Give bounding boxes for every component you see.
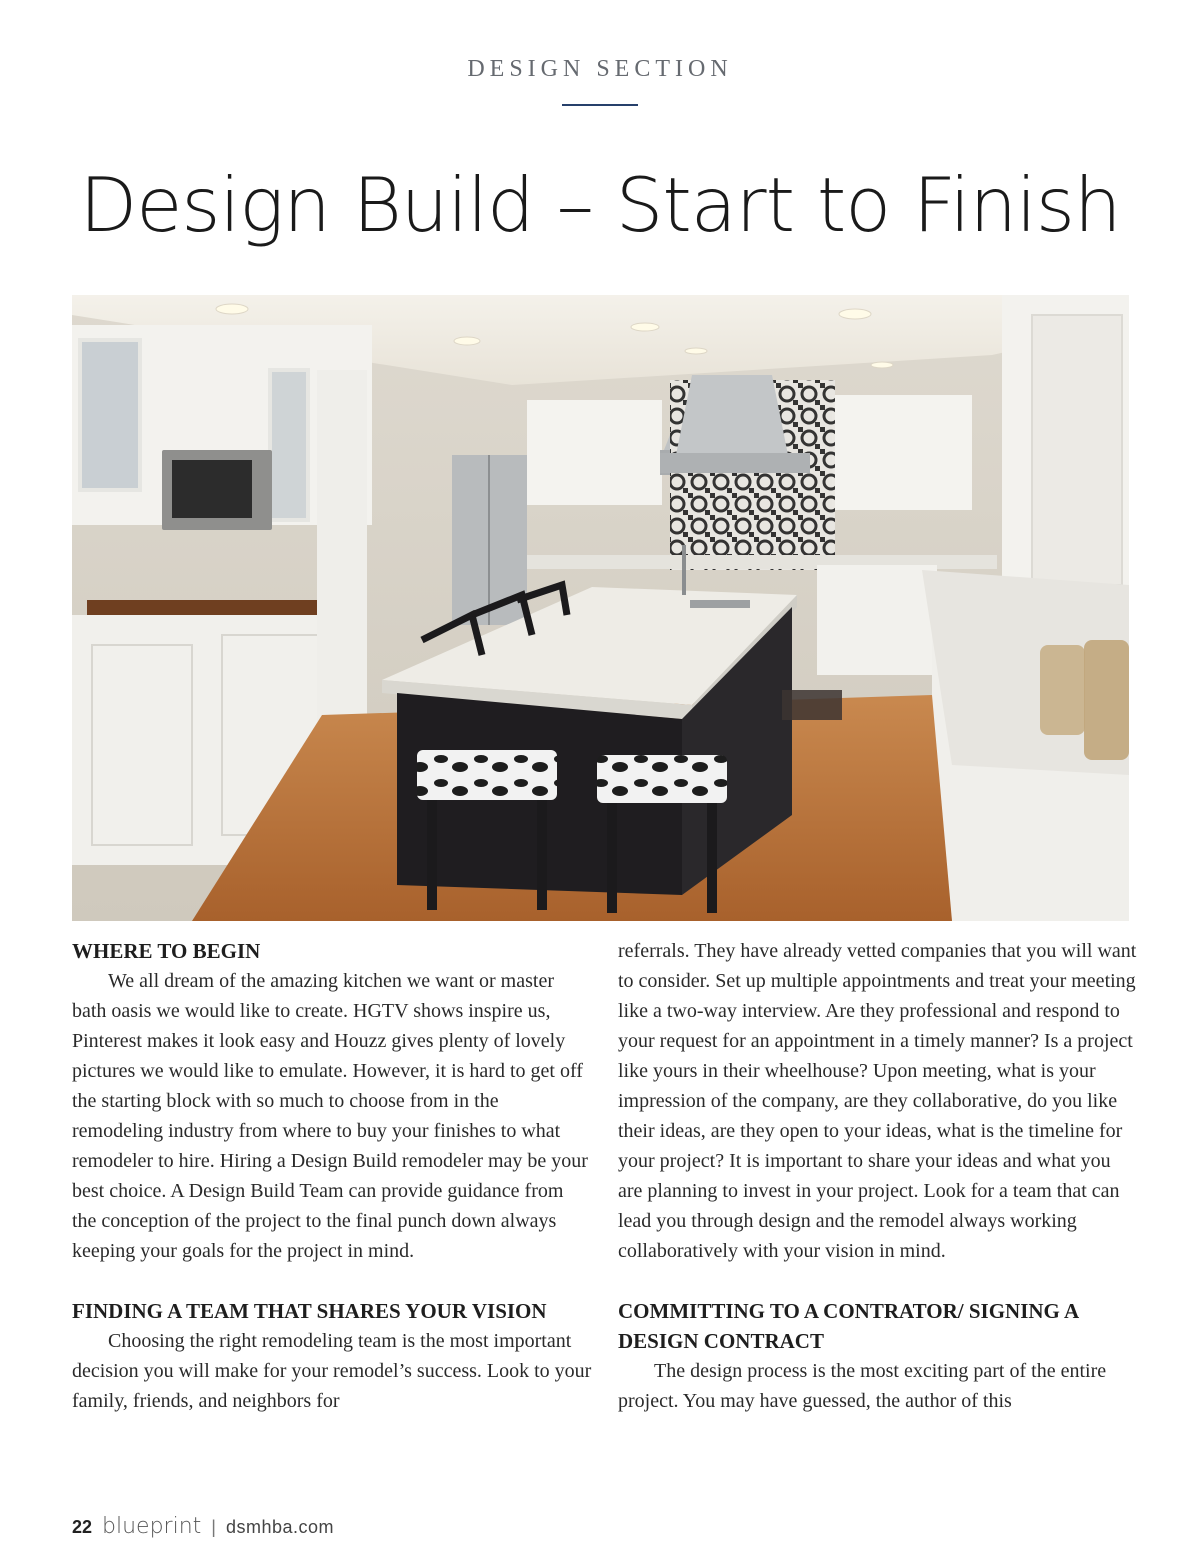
section-heading: FINDING A TEAM THAT SHARES YOUR VISION	[72, 1299, 547, 1323]
website-link[interactable]: dsmhba.com	[225, 1517, 335, 1537]
page-number: 22	[72, 1517, 93, 1537]
kitchen-photo	[72, 295, 1129, 921]
brand-logo: blueprint	[102, 1514, 202, 1539]
body-paragraph: We all dream of the amazing kitchen we want or master bath oasis we would like to create. HGTV shows inspire us, Pinterest makes it look easy and Houzz gives plenty of lovely pictures we would like to emulate. However, it is hard to get off the starting block with so much to choose from in the remodeling industry from where to buy your finishes to what remodeler to hire. Hiring a Design Build remodeler may be your best choice. A Design Build Team can provide guidance from the conception of the project to the final punch down always keeping your goals for the project in mind.	[72, 970, 588, 1262]
section-heading: COMMITTING TO A CONTRATOR/ SIGNING A DESIGN CONTRACT	[618, 1299, 1078, 1353]
body-paragraph: The design process is the most exciting part of the entire project. You may have guessed, the author of this	[618, 1360, 1107, 1412]
section-kicker: DESIGN SECTION	[467, 56, 733, 82]
page-title: Design Build – Start to Finish	[79, 161, 1121, 249]
page-footer	[72, 1514, 334, 1539]
right-column	[618, 936, 1138, 1416]
footer-separator: |	[211, 1517, 216, 1537]
body-paragraph: Choosing the right remodeling team is the most important decision you will make for your remodel’s success. Look to your family, friends, and neighbors for	[72, 1330, 592, 1412]
kicker-rule	[562, 104, 638, 106]
body-paragraph: referrals. They have already vetted companies that you will want to consider. Set up multiple appointments and treat your meeting like a two-way interview. Are they professional and respond to your request for an appointment in a timely manner? Is a project like yours in their wheelhouse? Upon meeting, what is your impression of the company, are they collaborative, do you like their ideas, are they open to your ideas, what is the timeline for your project? It is important to share your ideas and what you are planning to invest in your project. Look for a team that can lead you through design and the remodel always working collaboratively with your vision in mind.	[618, 940, 1137, 1262]
left-column	[72, 936, 592, 1416]
section-heading: WHERE TO BEGIN	[72, 939, 261, 963]
